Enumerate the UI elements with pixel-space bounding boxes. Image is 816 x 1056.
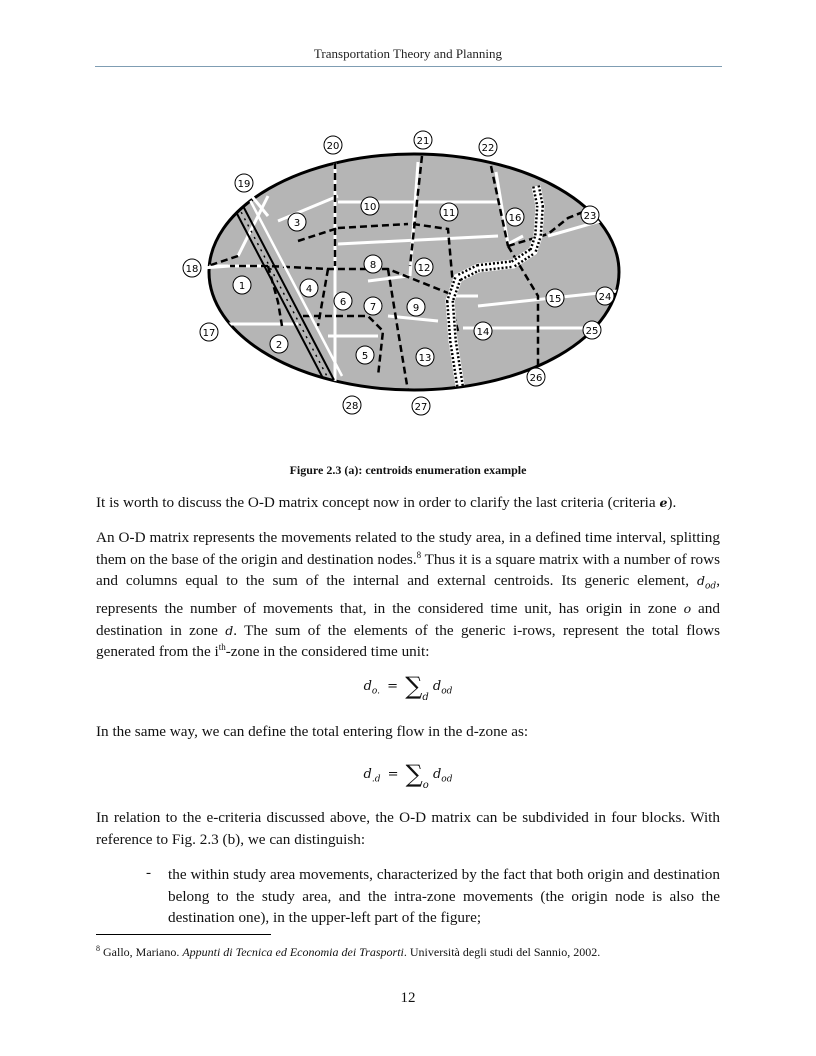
centroid-9 xyxy=(407,298,425,316)
centroid-20 xyxy=(324,136,342,154)
svg-text:22: 22 xyxy=(481,143,495,154)
centroid-26 xyxy=(527,368,545,386)
centroid-18 xyxy=(183,259,201,277)
centroid-21 xyxy=(414,131,432,149)
svg-text:21: 21 xyxy=(416,136,430,147)
paragraph-4: In relation to the e-criteria discussed above, the O-D matrix can be subdivided in four blocks. With reference to Fig. 2.3 (b), we can distinguish: xyxy=(96,809,720,848)
centroid-23 xyxy=(581,206,599,224)
bullet-item-1: the within study area movements, characterized by the fact that both origin and destination belong to the study area, and the intra-zone movements (the origin node is also the destination one), in the upper-left part of the figure; xyxy=(168,866,720,927)
centroid-19 xyxy=(235,174,253,192)
footnote: $^8$ Gallo, Mariano. Appunti di Tecnica ed Economia dei Trasporti. Università degli studi del Sannio, 2002. xyxy=(96,944,601,959)
svg-text:23: 23 xyxy=(583,211,597,222)
centroid-5 xyxy=(356,346,374,364)
running-header: Transportation Theory and Planning xyxy=(313,46,503,61)
svg-text:26: 26 xyxy=(529,373,543,384)
svg-text:14: 14 xyxy=(476,327,490,338)
svg-text:13: 13 xyxy=(418,353,432,364)
centroid-15 xyxy=(546,289,564,307)
centroid-16 xyxy=(506,208,524,226)
centroid-28 xyxy=(343,396,361,414)
paragraph-1: It is worth to discuss the O-D matrix concept now in order to clarify the last criteria (criteria e). xyxy=(96,494,677,511)
centroid-24 xyxy=(596,287,614,305)
centroid-27 xyxy=(412,397,430,415)
centroid-4 xyxy=(300,279,318,297)
centroid-6 xyxy=(334,292,352,310)
svg-text:4: 4 xyxy=(305,284,313,295)
centroid-3 xyxy=(288,213,306,231)
svg-text:9: 9 xyxy=(412,303,420,314)
header-rule xyxy=(95,66,722,67)
svg-text:18: 18 xyxy=(185,264,199,275)
footnote-ref: 8 xyxy=(416,549,422,560)
svg-text:19: 19 xyxy=(237,179,251,190)
svg-text:24: 24 xyxy=(598,292,612,303)
svg-text:28: 28 xyxy=(345,401,359,412)
svg-text:17: 17 xyxy=(202,328,216,339)
paragraph-2: An O-D matrix represents the movements related to the study area, in a defined time interval, splitting them on the base of the origin and destination nodes.$^8$ Thus it is a square matrix with a number of rows and columns equal to the sum of the internal and external centroids. Its generic element, $d_{od}$, represents the number of movements that, in the considered time unit, has origin in zone o and destination in zone d. The sum of the elements of the generic i-rows, represent the total flows generated from the $i^{th}$-zone in the considered time unit: xyxy=(96,529,720,661)
centroid-14 xyxy=(474,322,492,340)
svg-text:2: 2 xyxy=(275,340,283,351)
formula-column-sum: $d_{.d} = \sum_o$ $d_{od}$ xyxy=(363,760,453,791)
centroid-1 xyxy=(233,276,251,294)
page-number: 12 xyxy=(400,990,416,1006)
centroid-12 xyxy=(415,258,433,276)
centroid-25 xyxy=(583,321,601,339)
figure-caption: Figure 2.3 (a): centroids enumeration example xyxy=(289,463,527,477)
svg-text:25: 25 xyxy=(585,326,599,337)
svg-text:27: 27 xyxy=(414,402,428,413)
svg-text:5: 5 xyxy=(361,351,369,362)
svg-text:20: 20 xyxy=(326,141,340,152)
centroid-2 xyxy=(270,335,288,353)
svg-text:16: 16 xyxy=(508,213,522,224)
centroid-11 xyxy=(440,203,458,221)
zone-map-figure xyxy=(178,126,638,420)
svg-text:15: 15 xyxy=(548,294,562,305)
svg-text:7: 7 xyxy=(369,302,377,313)
svg-text:3: 3 xyxy=(293,218,301,229)
centroid-7 xyxy=(364,297,382,315)
centroid-8 xyxy=(364,255,382,273)
formula-row-sum: $d_{o.} = \sum_d$ $d_{od}$ xyxy=(363,672,453,703)
svg-text:6: 6 xyxy=(339,297,347,308)
bullet-dash: - xyxy=(146,864,152,881)
centroid-13 xyxy=(416,348,434,366)
svg-text:12: 12 xyxy=(417,263,431,274)
svg-text:1: 1 xyxy=(238,281,246,292)
paragraph-3: In the same way, we can define the total entering flow in the d-zone as: xyxy=(96,723,529,740)
svg-text:11: 11 xyxy=(442,208,456,219)
centroid-22 xyxy=(479,138,497,156)
svg-text:10: 10 xyxy=(363,202,377,213)
centroid-17 xyxy=(200,323,218,341)
svg-text:8: 8 xyxy=(369,260,377,271)
footnote-rule xyxy=(96,934,271,935)
centroid-10 xyxy=(361,197,379,215)
